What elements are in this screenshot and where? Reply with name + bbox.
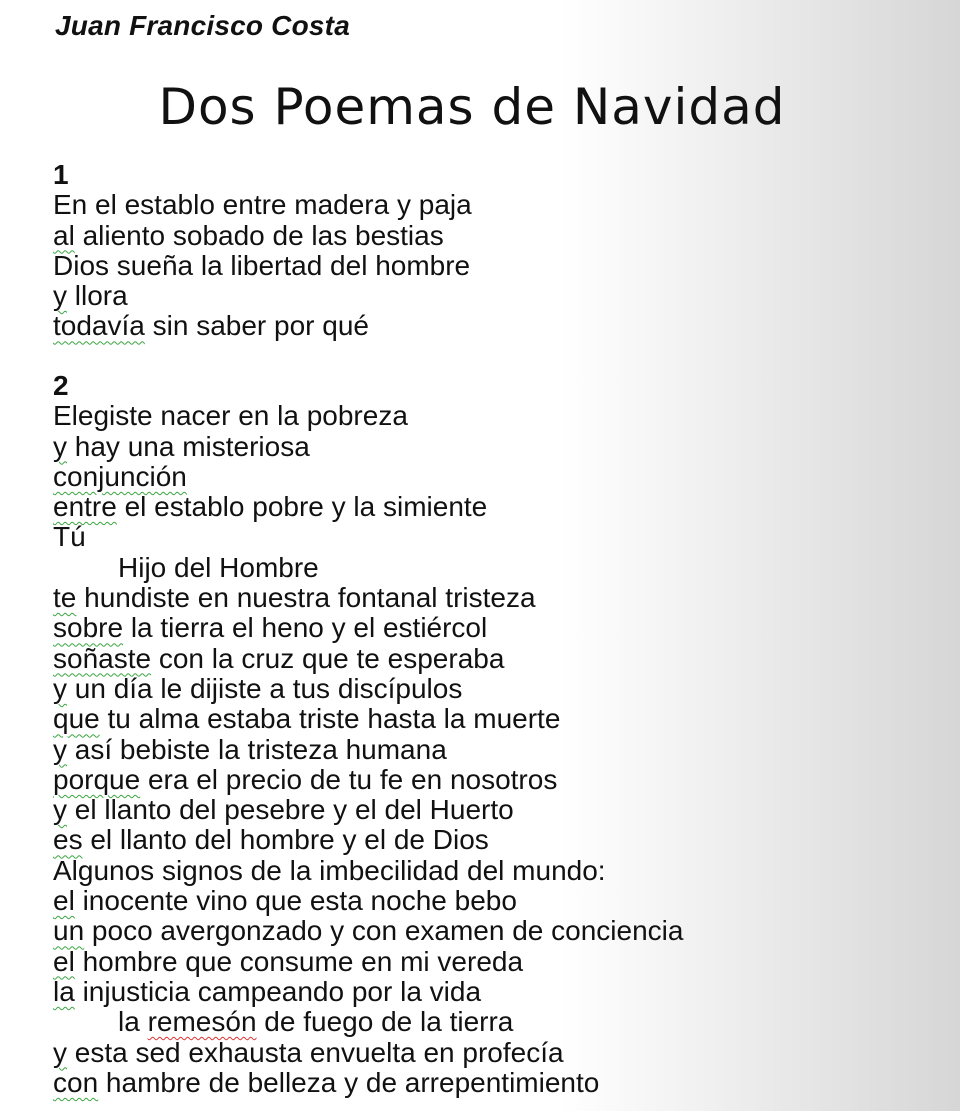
poem-2 [53, 371, 683, 1098]
spellcheck-underline: el [53, 945, 75, 977]
spellcheck-underline: un [53, 915, 85, 947]
verse-line: y esta sed exhausta envuelta en profecía [53, 1036, 564, 1068]
spellcheck-underline: todavía [53, 310, 145, 342]
verse-line: y así bebiste la tristeza humana [53, 733, 447, 765]
spellcheck-underline: que [53, 703, 100, 735]
verse-line: soñaste con la cruz que te esperaba [53, 642, 505, 674]
verse-line: al aliento sobado de las bestias [53, 219, 444, 251]
poem-collection-title: Dos Poemas de Navidad [158, 78, 786, 136]
spellcheck-underline: con [53, 1066, 99, 1098]
verse-line: Elegiste nacer en la pobreza [53, 400, 408, 432]
verse-line: el inocente vino que esta noche bebo [53, 885, 517, 917]
verse-line: sobre la tierra el heno y el estiércol [53, 612, 488, 644]
spellcheck-underline: conjunción [53, 460, 187, 492]
verse-line: el hombre que consume en mi vereda [53, 945, 524, 977]
verse-line: la remesón de fuego de la tierra [118, 1006, 514, 1038]
verse-line: que tu alma estaba triste hasta la muerte [53, 703, 561, 735]
spellcheck-underline: la [53, 975, 75, 1007]
verse-line: Algunos signos de la imbecilidad del mundo: [53, 854, 606, 886]
spellcheck-underline: entre [53, 491, 117, 523]
verse-line: te hundiste en nuestra fontanal tristeza [53, 582, 536, 614]
verse-line: y un día le dijiste a tus discípulos [53, 672, 463, 704]
spellcheck-underline: y [53, 280, 67, 312]
verse-line: todavía sin saber por qué [53, 310, 369, 342]
verse-line: En el establo entre madera y paja [53, 189, 472, 221]
spellcheck-underline: te [53, 582, 77, 614]
verse-line: Tú [53, 521, 86, 553]
verse-line [53, 462, 683, 492]
verse-line: un poco avergonzado y con examen de conciencia [53, 915, 684, 947]
verse-line: es el llanto del hombre y el de Dios [53, 824, 489, 856]
verse-line: entre el establo pobre y la simiente [53, 491, 488, 523]
verse-line: con hambre de belleza y de arrepentimiento [53, 1066, 600, 1098]
spellcheck-underline: porque [53, 763, 141, 795]
verse-line: la injusticia campeando por la vida [53, 975, 482, 1007]
spellcheck-underline: y [53, 672, 67, 704]
spellcheck-underline: y [53, 794, 67, 826]
verse-line: Hijo del Hombre [118, 551, 319, 583]
spellcheck-error-underline: remesón [147, 1006, 257, 1038]
spellcheck-underline: el [53, 885, 75, 917]
verse-line: Dios sueña la libertad del hombre [53, 249, 471, 281]
spellcheck-underline: al [53, 219, 75, 251]
verse-line: y llora [53, 280, 128, 312]
poem-number: 2 [53, 370, 69, 401]
spellcheck-underline: es [53, 824, 83, 856]
poem-1 [53, 160, 472, 342]
poem-number: 1 [53, 159, 69, 190]
verse-line: y hay una misteriosa [53, 430, 310, 462]
author-name: Juan Francisco Costa [55, 10, 350, 41]
spellcheck-underline: y [53, 1036, 67, 1068]
spellcheck-underline: y [53, 733, 67, 765]
spellcheck-underline: y [53, 430, 67, 462]
spellcheck-underline: sobre [53, 612, 124, 644]
verse-line: y el llanto del pesebre y el del Huerto [53, 794, 514, 826]
spellcheck-underline: soñaste [53, 642, 152, 674]
verse-line: porque era el precio de tu fe en nosotros [53, 763, 558, 795]
